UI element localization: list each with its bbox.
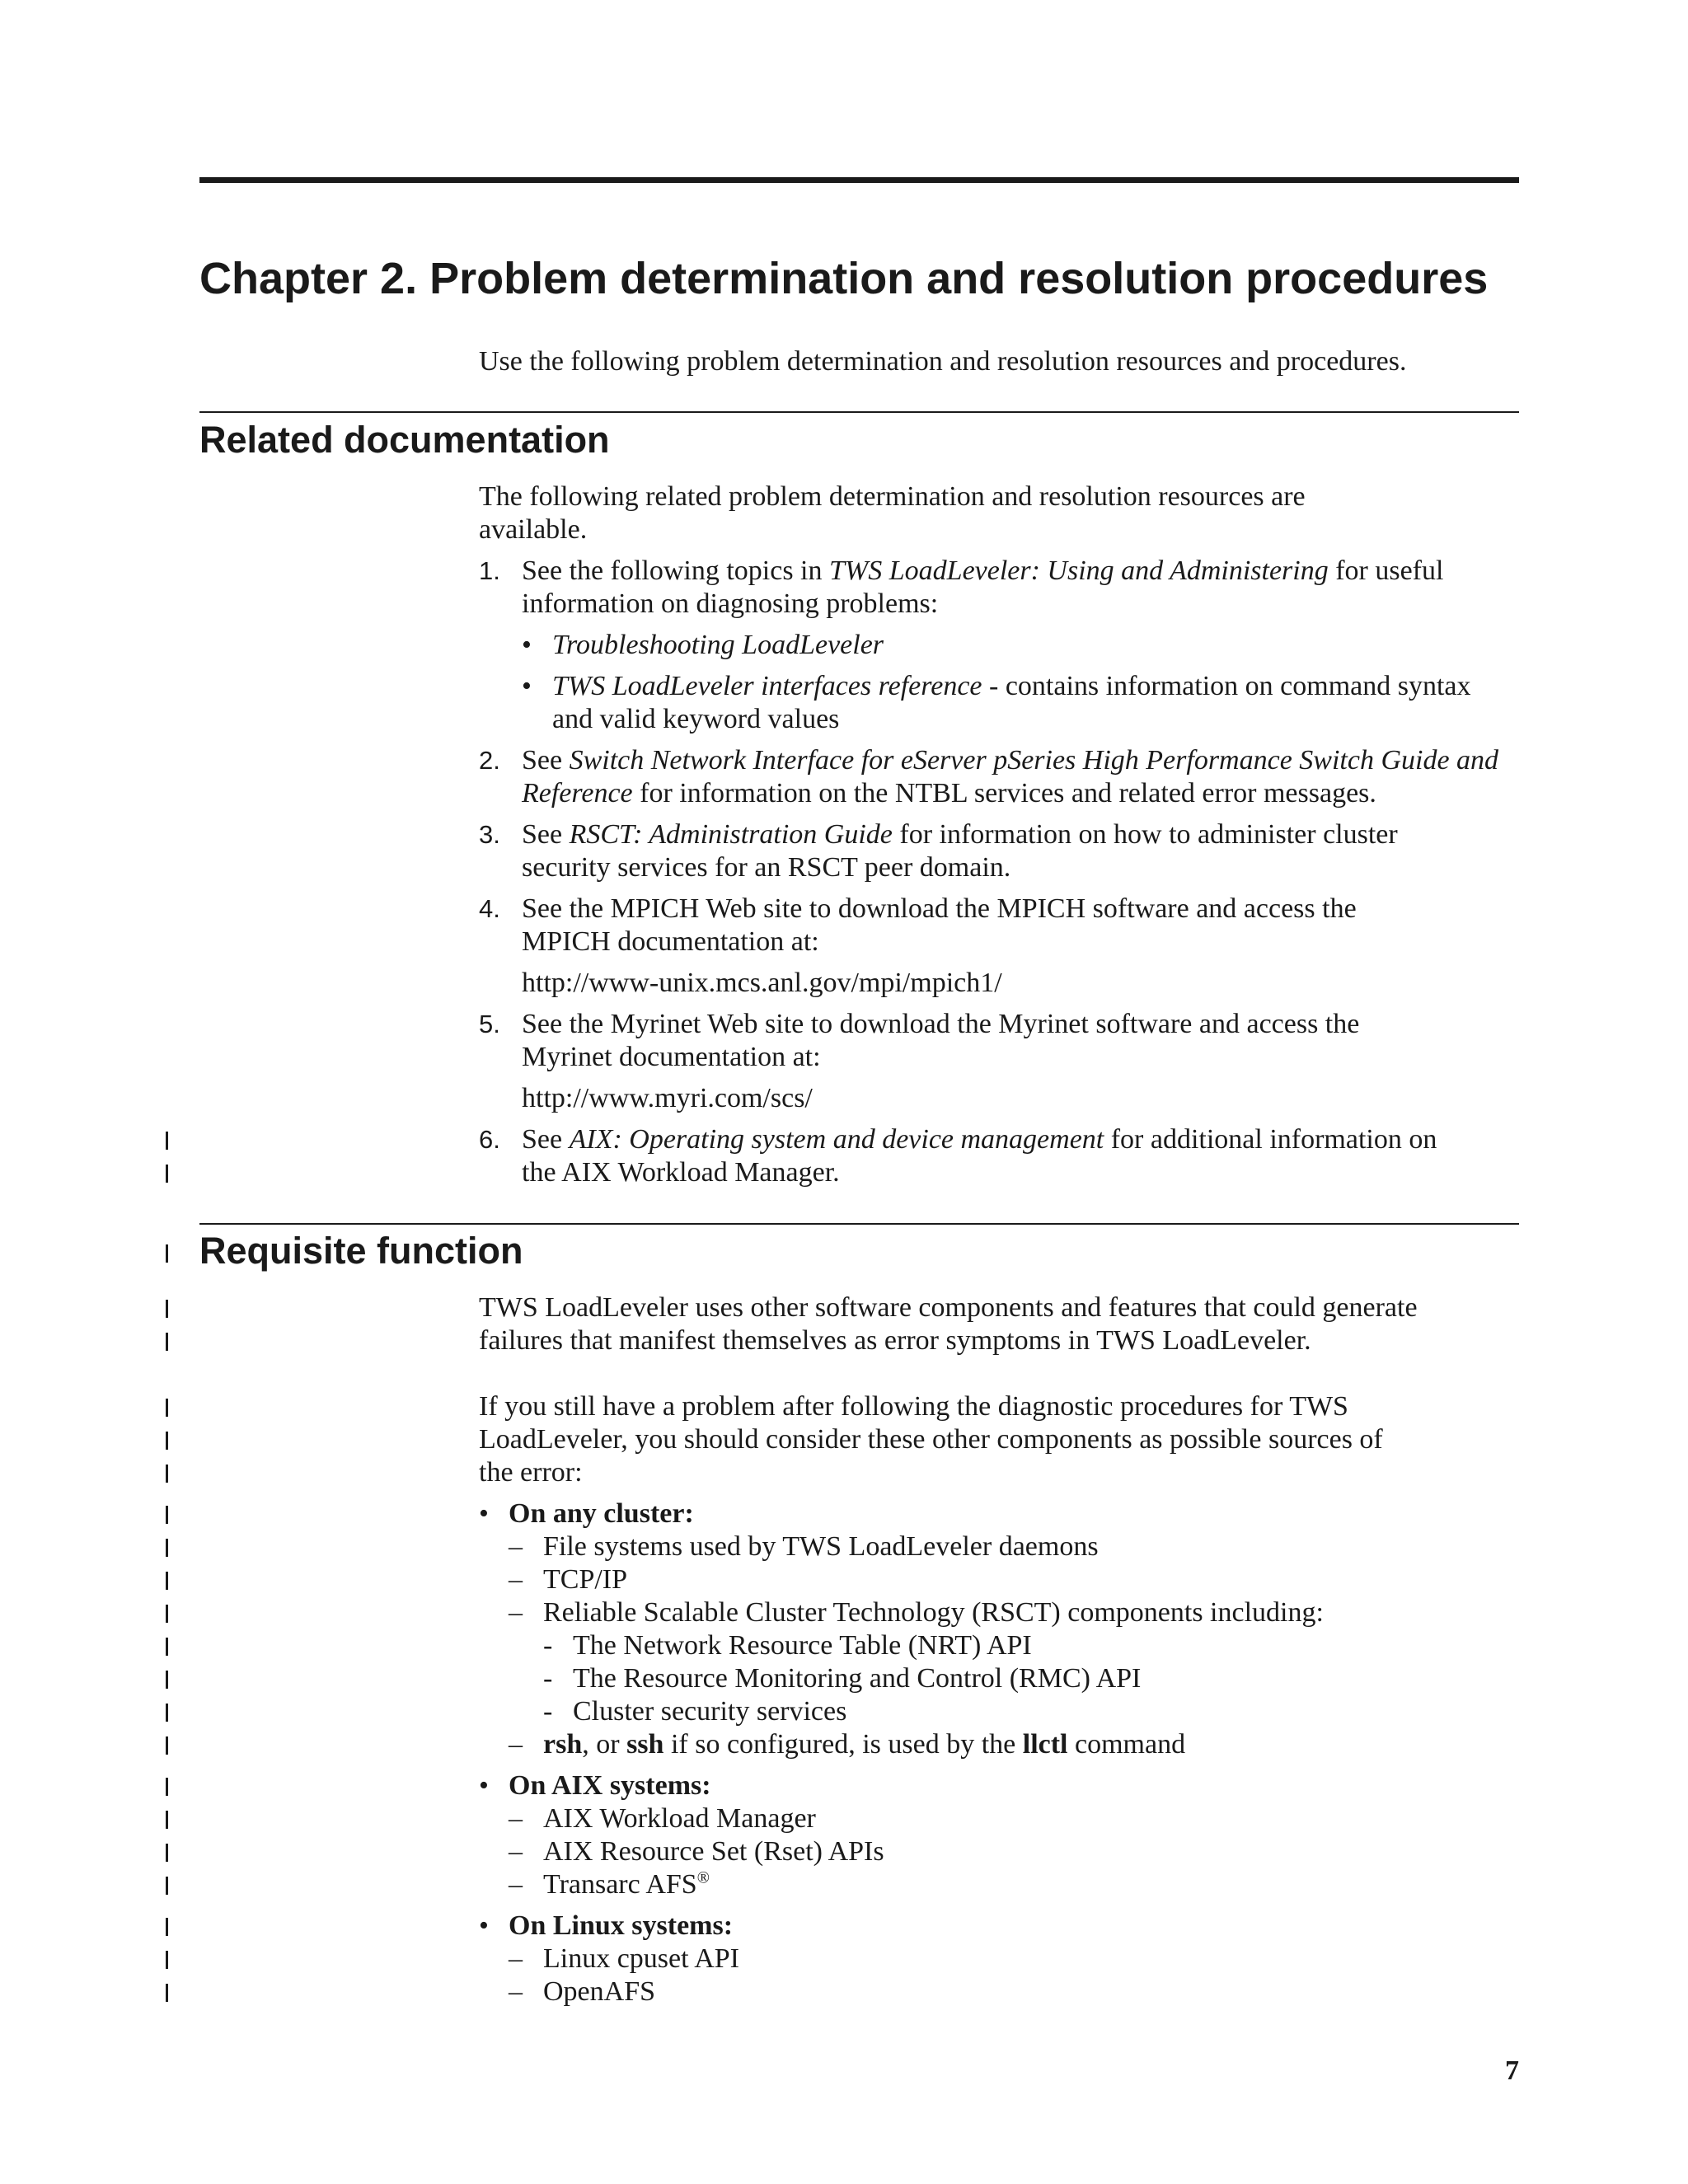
page-number: 7 xyxy=(1505,2055,1519,2086)
item1-bullet2-line1: TWS LoadLeveler interfaces reference - contains information on command syntax xyxy=(552,671,1471,701)
change-bar xyxy=(166,1671,168,1689)
cluster-rmc: The Resource Monitoring and Control (RMC) API xyxy=(573,1663,1142,1694)
linux-cpuset: Linux cpuset API xyxy=(543,1943,739,1974)
item5-line2: Myrinet documentation at: xyxy=(522,1042,821,1072)
aix-afs: Transarc AFS® xyxy=(543,1868,710,1900)
item3-line1: See RSCT: Administration Guide for information on how to administer cluster xyxy=(522,819,1398,850)
dash-icon: – xyxy=(509,1836,523,1867)
section-rule-requisite xyxy=(199,1223,1519,1225)
change-bar xyxy=(166,1877,168,1895)
requisite-para1-line2: failures that manifest themselves as error symptoms in TWS LoadLeveler. xyxy=(479,1325,1311,1356)
hyphen-icon: - xyxy=(543,1630,553,1661)
item4-number: 4. xyxy=(479,894,500,923)
bullet-icon: • xyxy=(522,630,532,660)
change-bar xyxy=(166,1539,168,1557)
top-rule xyxy=(199,177,1519,183)
cluster-nrt: The Network Resource Table (NRT) API xyxy=(573,1630,1032,1661)
change-bar xyxy=(166,1778,168,1796)
aix-rset: AIX Resource Set (Rset) APIs xyxy=(543,1836,884,1867)
item5-line1: See the Myrinet Web site to download the Myrinet software and access the xyxy=(522,1009,1360,1039)
item1-line2: information on diagnosing problems: xyxy=(522,588,939,619)
linux-openafs: OpenAFS xyxy=(543,1976,656,2007)
change-bar xyxy=(166,1605,168,1623)
item5-number: 5. xyxy=(479,1010,500,1038)
intro-text: Use the following problem determination and resolution resources and procedures. xyxy=(479,346,1407,377)
item3-number: 3. xyxy=(479,820,500,849)
change-bar xyxy=(166,1506,168,1524)
registered-mark: ® xyxy=(696,1868,710,1887)
change-bar xyxy=(166,1704,168,1722)
change-bar xyxy=(166,1244,168,1263)
item1-number: 1. xyxy=(479,556,500,585)
bullet-icon: • xyxy=(522,671,532,701)
item2-number: 2. xyxy=(479,746,500,775)
aix-wlm: AIX Workload Manager xyxy=(543,1803,816,1834)
requisite-para2-line3: the error: xyxy=(479,1457,583,1488)
cluster-filesystems: File systems used by TWS LoadLeveler daemons xyxy=(543,1531,1099,1562)
linux-label: On Linux systems: xyxy=(509,1910,734,1941)
change-bar xyxy=(166,1165,168,1183)
requisite-heading: Requisite function xyxy=(199,1230,523,1272)
change-bar xyxy=(166,1132,168,1150)
item1-book-title: TWS LoadLeveler: Using and Administering xyxy=(829,555,1329,586)
item4-line2: MPICH documentation at: xyxy=(522,926,819,957)
cluster-label: On any cluster: xyxy=(509,1498,694,1529)
item6-line1: See AIX: Operating system and device management for additional information on xyxy=(522,1124,1437,1155)
item4-url: http://www-unix.mcs.anl.gov/mpi/mpich1/ xyxy=(522,968,1002,998)
cluster-rsct: Reliable Scalable Cluster Technology (RSCT) components including: xyxy=(543,1597,1324,1628)
change-bar xyxy=(166,1918,168,1936)
item1-line1: See the following topics in TWS LoadLeveler: Using and Administering for useful xyxy=(522,555,1444,586)
change-bar xyxy=(166,1844,168,1862)
related-heading: Related documentation xyxy=(199,419,610,461)
change-bar xyxy=(166,1572,168,1590)
change-bar xyxy=(166,1638,168,1656)
cluster-tcpip: TCP/IP xyxy=(543,1564,628,1595)
dash-icon: – xyxy=(509,1531,523,1562)
related-lead-line1: The following related problem determination and resolution resources are xyxy=(479,481,1306,512)
change-bar xyxy=(166,1465,168,1483)
cluster-rsh-line: rsh, or ssh if so configured, is used by the llctl command xyxy=(543,1729,1186,1760)
dash-icon: – xyxy=(509,1976,523,2007)
requisite-para2-line1: If you still have a problem after following the diagnostic procedures for TWS xyxy=(479,1391,1348,1422)
item5-url: http://www.myri.com/scs/ xyxy=(522,1083,813,1113)
chapter-title: Chapter 2. Problem determination and resolution procedures xyxy=(199,254,1489,303)
item1-bullet1: Troubleshooting LoadLeveler xyxy=(552,630,884,660)
dash-icon: – xyxy=(509,1564,523,1595)
section-rule-related xyxy=(199,411,1519,413)
change-bar xyxy=(166,1984,168,2002)
hyphen-icon: - xyxy=(543,1663,553,1694)
change-bar xyxy=(166,1432,168,1450)
change-bar xyxy=(166,1399,168,1417)
item4-line1: See the MPICH Web site to download the MPICH software and access the xyxy=(522,893,1357,924)
requisite-para1-line1: TWS LoadLeveler uses other software components and features that could generate xyxy=(479,1292,1418,1323)
aix-label: On AIX systems: xyxy=(509,1770,711,1801)
bullet-icon: • xyxy=(479,1498,489,1529)
item2-line1: See Switch Network Interface for eServer pSeries High Performance Switch Guide and xyxy=(522,745,1499,776)
dash-icon: – xyxy=(509,1869,523,1900)
related-lead-line2: available. xyxy=(479,514,588,545)
dash-icon: – xyxy=(509,1597,523,1628)
change-bar xyxy=(166,1951,168,1969)
change-bar xyxy=(166,1736,168,1755)
bullet-icon: • xyxy=(479,1770,489,1801)
requisite-para2-line2: LoadLeveler, you should consider these other components as possible sources of xyxy=(479,1424,1383,1455)
hyphen-icon: - xyxy=(543,1696,553,1727)
bullet-icon: • xyxy=(479,1910,489,1941)
item6-line2: the AIX Workload Manager. xyxy=(522,1157,840,1188)
change-bar xyxy=(166,1811,168,1829)
change-bar xyxy=(166,1333,168,1351)
cluster-security: Cluster security services xyxy=(573,1696,847,1727)
item1-bullet2-line2: and valid keyword values xyxy=(552,704,840,734)
dash-icon: – xyxy=(509,1803,523,1834)
item3-line2: security services for an RSCT peer domain. xyxy=(522,852,1011,883)
item2-line2: Reference for information on the NTBL services and related error messages. xyxy=(522,778,1376,808)
item6-number: 6. xyxy=(479,1125,500,1154)
change-bar xyxy=(166,1300,168,1318)
dash-icon: – xyxy=(509,1729,523,1760)
dash-icon: – xyxy=(509,1943,523,1974)
